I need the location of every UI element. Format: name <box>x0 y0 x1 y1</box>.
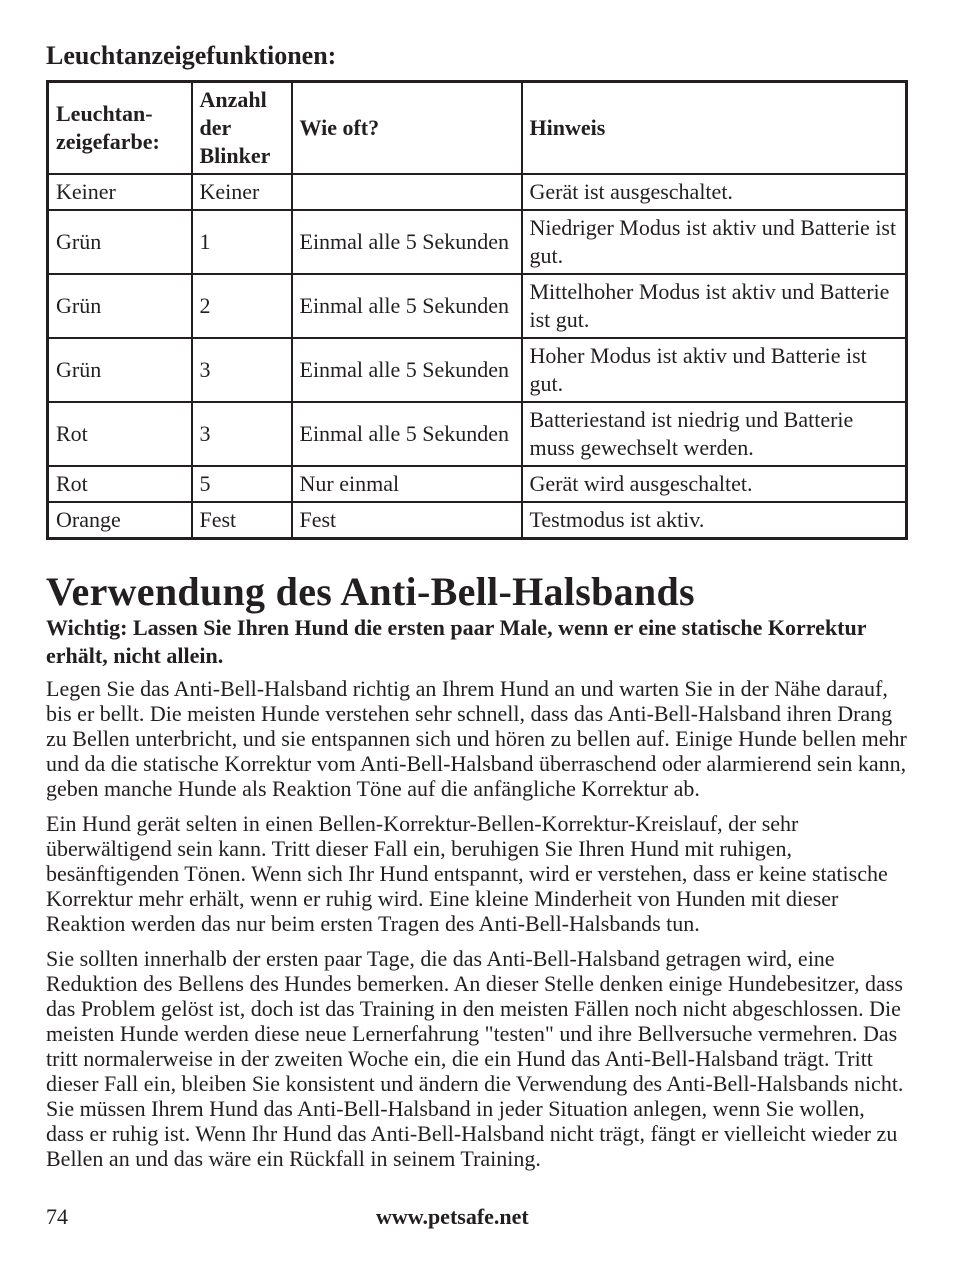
cell-note: Testmodus ist aktiv. <box>522 502 907 539</box>
cell-frequency: Einmal alle 5 Sekunden <box>292 338 522 402</box>
cell-blink-count: 1 <box>192 210 292 274</box>
important-notice: Wichtig: Lassen Sie Ihren Hund die ersten paar Male, wenn er eine statische Korrektur erhält, nicht allein. <box>46 615 867 668</box>
body-paragraph-1: Legen Sie das Anti-Bell-Halsband richtig an Ihrem Hund an und warten Sie in der Nähe darauf, bis er bellt. Die meisten Hunde verstehen sehr schnell, dass das Anti-Bell-Halsband ihren Drang zu Bellen unterbricht, und sie entspannen sich und hören zu bellen auf. Einige Hunde bellen mehr und da die statische Korrektur vom Anti-Bell-Halsband überraschend oder alarmierend sein kann, geben manche Hunde als Reaktion Töne auf die anfängliche Korrektur ab. <box>46 676 907 801</box>
header-color: Leuchtan- zeigefarbe: <box>48 82 192 175</box>
cell-frequency: Fest <box>292 502 522 539</box>
cell-color: Orange <box>48 502 192 539</box>
cell-note: Mittelhoher Modus ist aktiv und Batterie ist gut. <box>522 274 907 338</box>
cell-blink-count: Keiner <box>192 174 292 210</box>
cell-blink-count: 3 <box>192 402 292 466</box>
table-row <box>48 502 907 539</box>
table-header-row <box>48 82 907 175</box>
header-note: Hinweis <box>522 82 907 175</box>
page-content <box>46 40 908 1181</box>
led-functions-table <box>46 80 908 540</box>
section-heading: Leuchtanzeigefunktionen: <box>46 41 337 70</box>
cell-color: Rot <box>48 466 192 502</box>
cell-note: Batteriestand ist niedrig und Batterie muss gewechselt werden. <box>522 402 907 466</box>
table-row <box>48 338 907 402</box>
cell-color: Keiner <box>48 174 192 210</box>
cell-blink-count: Fest <box>192 502 292 539</box>
header-frequency: Wie oft? <box>292 82 522 175</box>
main-title: Verwendung des Anti-Bell-Halsbands <box>46 569 695 614</box>
cell-color: Rot <box>48 402 192 466</box>
body-paragraph-3: Sie sollten innerhalb der ersten paar Tage, die das Anti-Bell-Halsband getragen wird, eine Reduktion des Bellens des Hundes bemerken. An dieser Stelle denken einige Hundebesitzer, dass das Problem gelöst ist, doch ist das Training in den meisten Fällen noch nicht abgeschlossen. Die meisten Hunde werden diese neue Lernerfahrung "testen" und ihre Bellversuche vermehren. Das tritt normalerweise in der zweiten Woche ein, die ein Hund das Anti-Bell-Halsband trägt. Tritt dieser Fall ein, bleiben Sie konsistent und ändern die Verwendung des Anti-Bell-Halsbands nicht. Sie müssen Ihrem Hund das Anti-Bell-Halsband in jeder Situation anlegen, wenn Sie wollen, dass er ruhig ist. Wenn Ihr Hund das Anti-Bell-Halsband nicht trägt, fängt er vielleicht wieder zu Bellen an und das wäre ein Rückfall in seinem Training. <box>46 946 904 1171</box>
table-body <box>48 174 907 539</box>
cell-frequency: Nur einmal <box>292 466 522 502</box>
cell-blink-count: 2 <box>192 274 292 338</box>
cell-frequency: Einmal alle 5 Sekunden <box>292 274 522 338</box>
page-number: 74 <box>46 1204 68 1229</box>
cell-note: Niedriger Modus ist aktiv und Batterie ist gut. <box>522 210 907 274</box>
cell-color: Grün <box>48 274 192 338</box>
cell-blink-count: 3 <box>192 338 292 402</box>
cell-frequency: Einmal alle 5 Sekunden <box>292 402 522 466</box>
cell-note: Hoher Modus ist aktiv und Batterie ist gut. <box>522 338 907 402</box>
cell-frequency <box>292 174 522 210</box>
table-row <box>48 402 907 466</box>
table-row <box>48 466 907 502</box>
cell-blink-count: 5 <box>192 466 292 502</box>
cell-frequency: Einmal alle 5 Sekunden <box>292 210 522 274</box>
table-row <box>48 174 907 210</box>
cell-color: Grün <box>48 338 192 402</box>
website-url: www.petsafe.net <box>376 1204 529 1229</box>
page-footer <box>46 1204 908 1234</box>
table-row <box>48 274 907 338</box>
body-paragraph-2: Ein Hund gerät selten in einen Bellen-Korrektur-Bellen-Korrektur-Kreislauf, der sehr überwältigend sein kann. Tritt dieser Fall ein, beruhigen Sie Ihren Hund mit ruhigen, besänftigenden Tönen. Wenn sich Ihr Hund entspannt, wird er verstehen, dass er keine statische Korrektur mehr erhält, wenn er ruhig wird. Eine kleine Minderheit von Hunden mit dieser Reaktion werden das nur beim ersten Tragen des Anti-Bell-Halsbands tun. <box>46 811 888 936</box>
cell-note: Gerät wird ausgeschaltet. <box>522 466 907 502</box>
cell-color: Grün <box>48 210 192 274</box>
table-row <box>48 210 907 274</box>
cell-note: Gerät ist ausgeschaltet. <box>522 174 907 210</box>
header-blink-count: Anzahl der Blinker <box>192 82 292 175</box>
